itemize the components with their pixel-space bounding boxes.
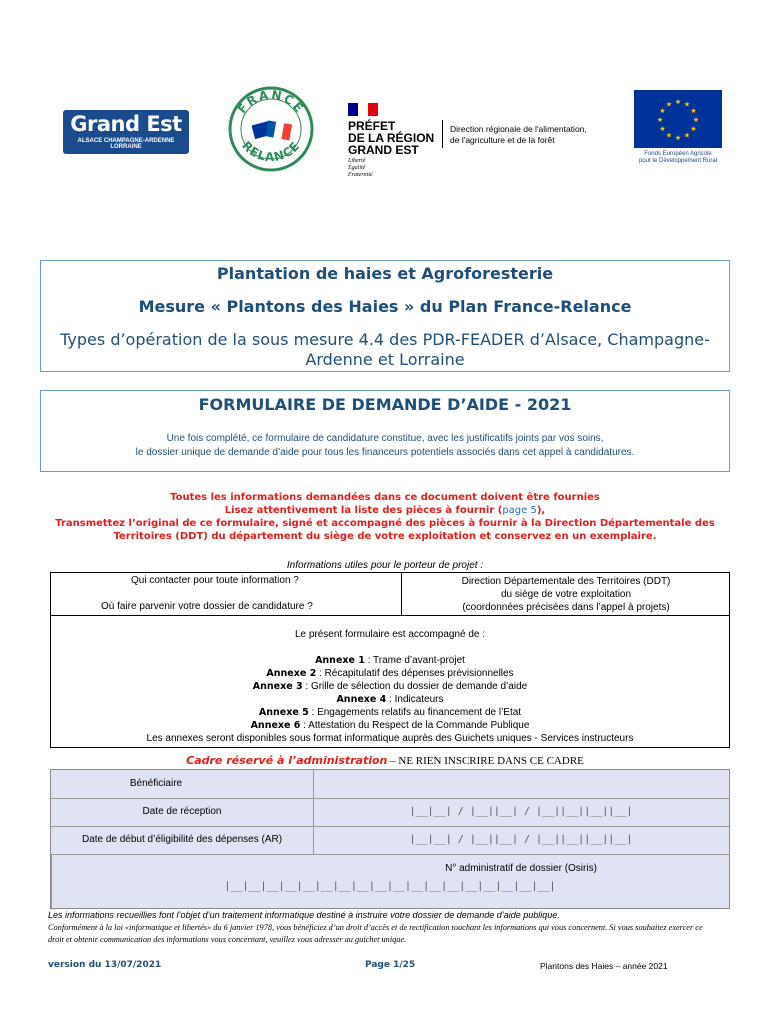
legal-notice-2: Conformément à la loi «informatique et libertés» du 6 janvier 1978, vous bénéficiez d’un droit d’accès et de rectification touchant les informations qui vous concernent. Si vous souhaitez exercer ce droit et obtenir communication des informations vous concernant, veuillez vous adresser au guichet unique. (48, 923, 703, 944)
svg-text:★: ★ (659, 125, 666, 133)
annex-item (51, 706, 729, 719)
annex-text: : Engagements relatifs au financement de l’Etat (308, 707, 522, 718)
info-answer-coordonnees: (coordonnées précisées dans l’appel à projets) (462, 602, 670, 613)
svg-text:★: ★ (665, 131, 673, 140)
relance-bottom-text: RELANCE (239, 138, 303, 165)
france-relance-logo (227, 85, 315, 173)
info-caption: Informations utiles pour le porteur de projet : (286, 560, 484, 571)
date-reception-field: |__|__| / |__||__| / |__||__||__||__| (409, 806, 633, 817)
admin-row-divider (51, 798, 729, 799)
prefet-grand-est-logo (345, 100, 595, 180)
svg-text:FRANCE (235, 88, 307, 117)
annex-name: Annexe 6 (250, 720, 301, 731)
info-table-separator (51, 615, 729, 616)
admin-frame-title (40, 754, 730, 767)
eu-caption-2: pour le Développement Rural (638, 158, 718, 164)
prefet-motto-2: Égalité (348, 165, 366, 171)
annex-text: : Indicateurs (386, 694, 444, 705)
annex-item (51, 719, 729, 732)
annex-name: Annexe 5 (258, 707, 309, 718)
prefet-line-3: GRAND EST (348, 143, 419, 157)
svg-text:★: ★ (674, 98, 682, 106)
svg-text:★: ★ (665, 100, 673, 109)
draaf-line-1: Direction régionale de l'alimentation, (450, 124, 587, 134)
instructions-line-2 (40, 505, 730, 516)
svg-text:★: ★ (659, 107, 666, 115)
instructions-line-2-b: ), (536, 505, 546, 516)
svg-text:★: ★ (683, 100, 691, 109)
prefet-motto-3: Fraternité (348, 172, 373, 178)
annex-item (51, 693, 729, 706)
info-question-send: Où faire parvenir votre dossier de candidature ? (101, 601, 313, 612)
form-intro-line-1: Une fois complété, ce formulaire de candidature constitue, avec les justificatifs joints par vos soins, (166, 433, 604, 444)
instructions-line-4: Territoires (DDT) du département du siège de votre exploitation et conservez en un exemplaire. (113, 531, 657, 542)
grand-est-logo-subtitle: ALSACE CHAMPAGNE-ARDENNE LORRAINE (77, 138, 175, 150)
info-question-contact: Qui contacter pour toute information ? (131, 575, 299, 586)
beneficiaire-label: Bénéficiaire (129, 778, 183, 789)
svg-text:★: ★ (690, 107, 697, 115)
svg-text:★: ★ (683, 131, 691, 140)
info-answer-ddt: Direction Départementale des Territoires (DDT) (461, 576, 671, 587)
annex-text: : Récapitulatif des dépenses prévisionnelles (316, 668, 514, 679)
prefet-separator (442, 120, 443, 148)
instructions-line-2-a: Lisez attentivement la liste des pièces à fournir ( (224, 505, 503, 516)
eu-flag-icon (634, 90, 722, 148)
page-5-link[interactable]: page 5 (502, 505, 537, 516)
title-types-operation: Types d’opération de la sous mesure 4.4 des PDR-FEADER d’Alsace, Champagne-Ardenne et Lorraine (60, 330, 710, 369)
admin-frame-title-em: Cadre réservé à l’administration (186, 754, 388, 767)
admin-row-divider (51, 854, 729, 855)
marianne-flag-icon (348, 103, 378, 116)
grand-est-logo-name: Grand Est (70, 112, 182, 136)
date-eligibilite-label: Date de début d’éligibilité des dépenses (AR) (81, 834, 283, 845)
eu-feader-logo (632, 90, 724, 170)
annex-name: Annexe 1 (315, 655, 365, 666)
title-plantation: Plantation de haies et Agroforesterie (216, 264, 554, 283)
osiris-label: N° administratif de dossier (Osiris) (445, 863, 597, 874)
svg-text:★: ★ (656, 116, 664, 124)
draaf-line-2: de l'agriculture et de la forêt (450, 135, 555, 145)
annex-text: : Grille de sélection du dossier de demande d’aide (302, 681, 528, 692)
annex-item (51, 680, 729, 693)
prefet-line-2: DE LA RÉGION (348, 131, 435, 145)
admin-frame-title-rest: – NE RIEN INSCRIRE DANS CE CADRE (387, 755, 584, 767)
annex-item (51, 667, 729, 680)
form-intro-line-2: le dossier unique de demande d’aide pour tous les financeurs potentiels associés dans cet appel à candidatures. (135, 447, 635, 458)
form-title-box (40, 390, 730, 472)
svg-text:★: ★ (690, 125, 697, 133)
accompany-text: Le présent formulaire est accompagné de : (294, 629, 486, 640)
annex-item (51, 654, 729, 667)
annex-name: Annexe 3 (252, 681, 303, 692)
date-eligibilite-field: |__|__| / |__||__| / |__||__||__||__| (409, 834, 633, 845)
eu-caption-1: Fonds Européen Agricole (644, 151, 712, 157)
date-reception-label: Date de réception (142, 806, 222, 817)
info-answer-siege: du siège de votre exploitation (500, 589, 632, 600)
relance-top-text: FRANCE (234, 87, 308, 117)
annex-text: : Trame d’avant-projet (364, 655, 465, 666)
prefet-motto-1: Liberté (348, 158, 366, 164)
legal-notice-1: Les informations recueillies font l’objet d’un traitement informatique destiné à instruire votre dossier de demande d’aide publique. (48, 910, 560, 920)
form-title: FORMULAIRE DE DEMANDE D’AIDE - 2021 (198, 395, 572, 414)
title-box (40, 260, 730, 372)
instructions-line-3: Transmettez l’original de ce formulaire, signé et accompagné des pièces à fournir à la Direction Départementale des (55, 518, 715, 529)
footer-page-number: Page 1/25 (365, 960, 416, 970)
svg-text:★: ★ (674, 134, 682, 142)
grand-est-logo (63, 110, 189, 154)
footer-version: version du 13/07/2021 (48, 960, 162, 970)
footer-document-name: Plantons des Haies – année 2021 (540, 961, 668, 971)
svg-text:RELANCE (239, 139, 303, 165)
annex-text: : Attestation du Respect de la Commande Publique (300, 720, 530, 731)
info-table (50, 572, 730, 748)
prefet-line-1: PRÉFET (348, 119, 396, 133)
annexes-note: Les annexes seront disponibles sous format informatique auprès des Guichets uniques - Services instructeurs (146, 733, 634, 744)
svg-text:★: ★ (692, 116, 700, 124)
annex-name: Annexe 2 (266, 668, 317, 679)
instructions-line-1: Toutes les informations demandées dans ce document doivent être fournies (170, 492, 600, 503)
osiris-field: |__|__|__|__|__|__|__|__|__|__|__|__|__|__|__|__|__|__| (224, 881, 556, 892)
annex-name: Annexe 4 (336, 694, 387, 705)
title-mesure: Mesure « Plantons des Haies » du Plan France-Relance (138, 297, 632, 316)
admin-frame-table (50, 769, 730, 909)
admin-row-divider (51, 826, 729, 827)
